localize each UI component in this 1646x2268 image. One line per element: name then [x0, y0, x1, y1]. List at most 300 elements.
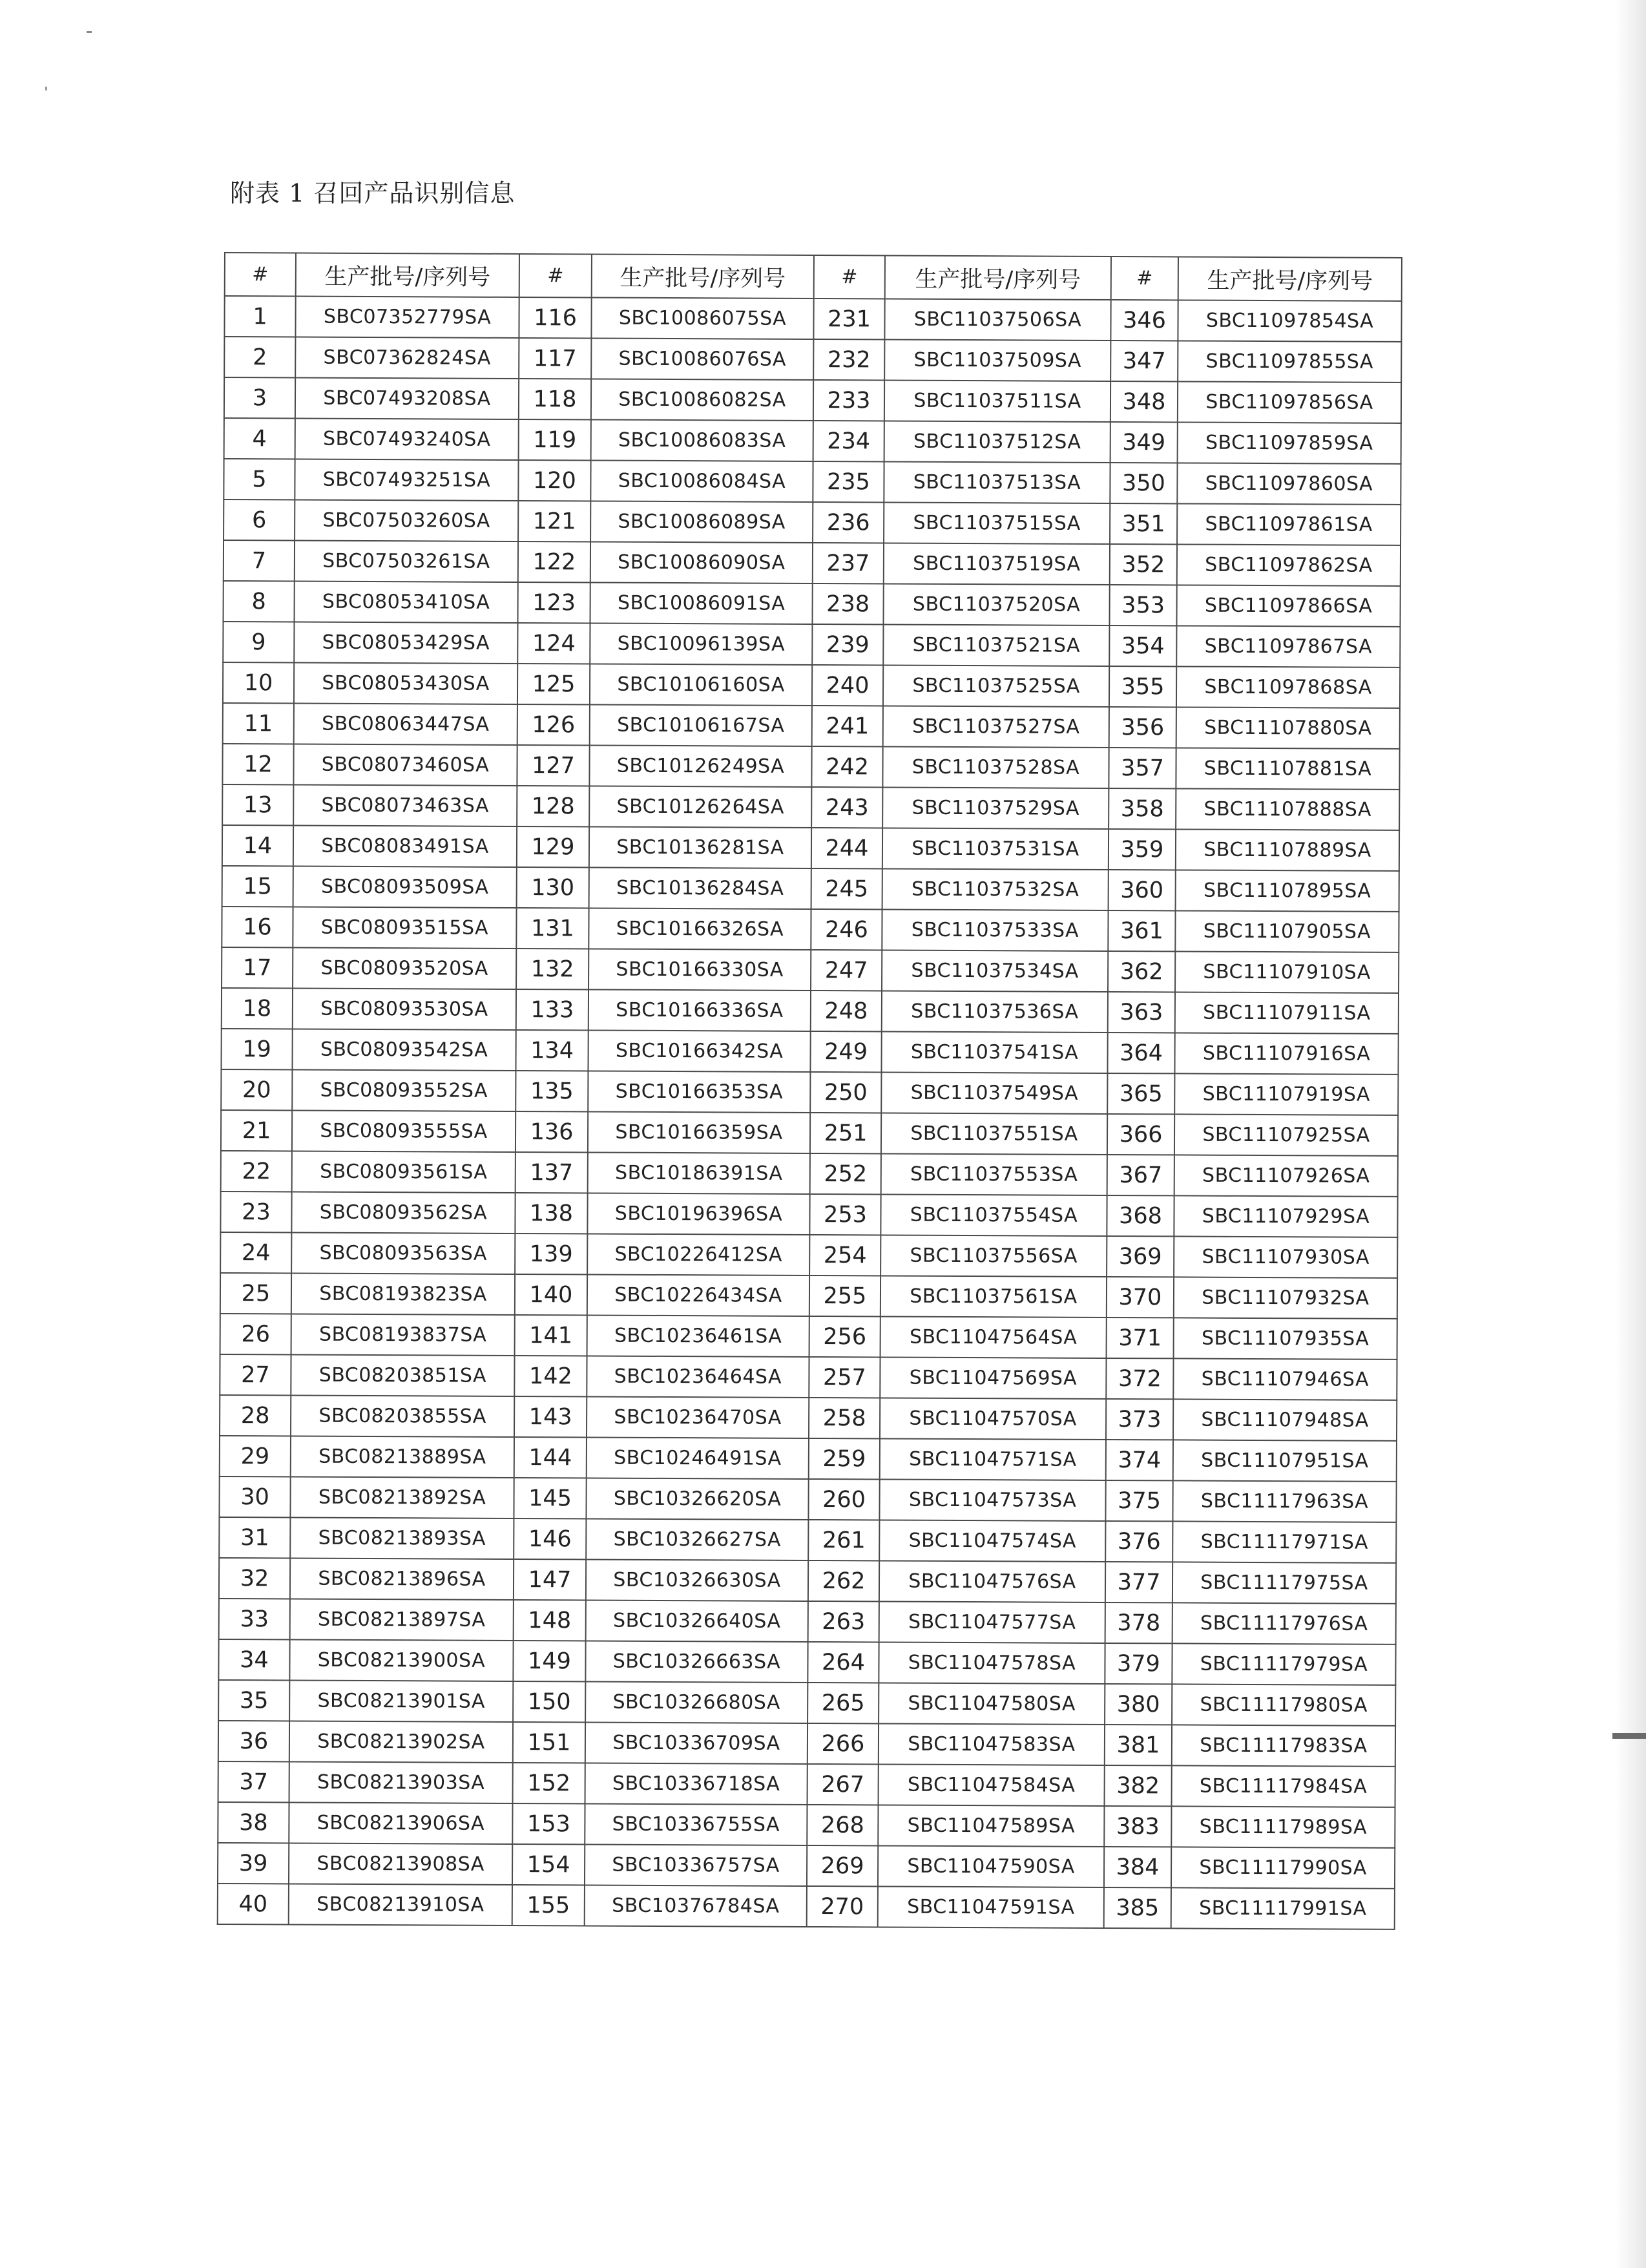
row-number-cell: 40	[218, 1884, 289, 1924]
batch-serial-cell: SBC11047573SA	[879, 1479, 1105, 1521]
batch-serial-cell: SBC10326680SA	[585, 1681, 807, 1723]
row-number-cell: 346	[1110, 300, 1178, 341]
batch-serial-cell: SBC11037512SA	[884, 421, 1110, 463]
batch-serial-cell: SBC10086090SA	[590, 541, 813, 583]
table-row	[224, 459, 1401, 505]
row-number-cell: 154	[512, 1844, 585, 1885]
batch-serial-cell: SBC08213901SA	[289, 1680, 513, 1722]
batch-serial-cell: SBC10166353SA	[588, 1071, 810, 1113]
row-number-cell: 3	[224, 377, 295, 418]
batch-serial-cell: SBC10326630SA	[586, 1559, 808, 1601]
table-header-row	[225, 253, 1402, 301]
batch-serial-cell: SBC10126249SA	[589, 745, 811, 787]
row-number-cell: 25	[220, 1273, 291, 1314]
batch-serial-cell: SBC10166330SA	[589, 949, 811, 991]
row-number-cell: 135	[516, 1071, 588, 1111]
row-number-cell: 4	[224, 418, 295, 459]
batch-serial-cell: SBC07503260SA	[295, 499, 518, 541]
row-number-cell: 378	[1105, 1602, 1172, 1643]
table-row	[222, 866, 1399, 912]
row-number-cell: 39	[218, 1843, 289, 1884]
table-row	[224, 581, 1401, 627]
row-number-cell: 7	[224, 540, 295, 581]
batch-serial-cell: SBC11037531SA	[882, 828, 1109, 870]
row-number-cell: 369	[1107, 1236, 1174, 1277]
batch-serial-cell: SBC08053429SA	[294, 622, 517, 664]
batch-serial-cell: SBC07493240SA	[295, 418, 519, 460]
table-row	[221, 1151, 1398, 1197]
row-number-cell: 153	[512, 1803, 585, 1844]
batch-serial-cell: SBC11107881SA	[1176, 748, 1399, 790]
row-number-cell: 33	[219, 1599, 290, 1639]
batch-serial-cell: SBC08193823SA	[291, 1273, 515, 1315]
batch-serial-cell: SBC11047584SA	[879, 1764, 1105, 1806]
row-number-cell: 360	[1109, 870, 1176, 910]
batch-serial-cell: SBC11107919SA	[1174, 1073, 1398, 1115]
row-number-cell: 358	[1109, 788, 1176, 829]
row-number-cell: 233	[813, 380, 884, 421]
row-number-cell: 248	[811, 991, 882, 1031]
batch-serial-cell: SBC11107951SA	[1173, 1440, 1397, 1482]
row-number-cell: 127	[517, 745, 589, 786]
row-number-cell: 140	[515, 1274, 587, 1315]
batch-serial-cell: SBC07503261SA	[295, 540, 518, 582]
batch-serial-cell: SBC11037536SA	[882, 991, 1108, 1033]
row-number-cell: 151	[513, 1722, 585, 1763]
row-number-cell: 377	[1105, 1562, 1172, 1602]
batch-serial-cell: SBC10326640SA	[586, 1600, 808, 1642]
batch-serial-cell: SBC10086084SA	[590, 460, 813, 502]
batch-serial-cell: SBC11117980SA	[1172, 1684, 1395, 1726]
row-number-cell: 365	[1107, 1073, 1174, 1114]
row-number-cell: 116	[519, 297, 591, 338]
row-number-cell: 8	[224, 581, 295, 622]
batch-serial-cell: SBC08093542SA	[292, 1029, 516, 1071]
row-number-cell: 259	[809, 1438, 880, 1479]
row-number-cell: 32	[219, 1558, 290, 1599]
batch-serial-cell: SBC10236464SA	[587, 1356, 809, 1398]
row-number-cell: 266	[807, 1723, 879, 1764]
row-number-cell: 12	[222, 744, 293, 784]
batch-serial-cell: SBC10226412SA	[587, 1234, 809, 1276]
batch-serial-cell: SBC10086083SA	[591, 419, 813, 461]
batch-serial-cell: SBC10336755SA	[585, 1803, 807, 1845]
batch-serial-cell: SBC08203851SA	[291, 1354, 514, 1396]
row-number-cell: 17	[222, 947, 293, 988]
row-number-cell: 232	[813, 339, 884, 380]
batch-serial-cell: SBC10196396SA	[587, 1193, 809, 1235]
batch-serial-cell: SBC11097859SA	[1178, 422, 1401, 464]
table-row	[222, 947, 1399, 993]
row-number-cell: 379	[1105, 1643, 1172, 1684]
batch-serial-cell: SBC10336757SA	[585, 1844, 807, 1886]
batch-serial-cell: SBC08213902SA	[289, 1721, 513, 1763]
column-header-number: #	[814, 255, 885, 299]
row-number-cell: 262	[808, 1560, 879, 1601]
batch-serial-cell: SBC08093561SA	[292, 1151, 516, 1193]
batch-serial-cell: SBC11037541SA	[881, 1031, 1107, 1073]
row-number-cell: 155	[512, 1885, 585, 1926]
batch-serial-cell: SBC11097860SA	[1177, 463, 1401, 505]
column-header-batch-serial: 生产批号/序列号	[592, 254, 814, 299]
table-row	[222, 907, 1399, 952]
row-number-cell: 148	[514, 1600, 586, 1641]
batch-serial-cell: SBC08193837SA	[291, 1314, 515, 1356]
row-number-cell: 363	[1108, 992, 1175, 1033]
batch-serial-cell: SBC11047571SA	[880, 1438, 1106, 1480]
row-number-cell: 251	[810, 1113, 881, 1153]
batch-serial-cell: SBC08093562SA	[291, 1192, 515, 1234]
row-number-cell: 256	[809, 1316, 880, 1357]
batch-serial-cell: SBC08093552SA	[292, 1069, 516, 1111]
batch-serial-cell: SBC11117984SA	[1172, 1765, 1395, 1807]
row-number-cell: 240	[812, 665, 883, 706]
column-header-number: #	[519, 254, 592, 297]
scan-edge-shadow	[1615, 0, 1646, 2268]
batch-serial-cell: SBC11037534SA	[882, 950, 1108, 992]
row-number-cell: 384	[1104, 1847, 1171, 1887]
batch-serial-cell: SBC08073463SA	[293, 784, 517, 826]
table-row	[219, 1599, 1396, 1644]
table-row	[220, 1273, 1397, 1319]
row-number-cell: 239	[812, 624, 883, 665]
table-row	[218, 1680, 1395, 1726]
row-number-cell: 147	[514, 1559, 586, 1600]
batch-serial-cell: SBC07352779SA	[295, 296, 519, 338]
row-number-cell: 142	[514, 1356, 587, 1396]
batch-serial-cell: SBC10186391SA	[588, 1152, 810, 1194]
row-number-cell: 362	[1108, 951, 1175, 992]
row-number-cell: 139	[515, 1234, 587, 1274]
batch-serial-cell: SBC10246491SA	[587, 1437, 809, 1479]
table-row	[220, 1354, 1397, 1400]
batch-serial-cell: SBC11037506SA	[884, 299, 1110, 341]
table-row	[218, 1721, 1395, 1767]
row-number-cell: 23	[220, 1192, 291, 1232]
batch-serial-cell: SBC11037527SA	[883, 706, 1109, 748]
table-row	[223, 703, 1400, 749]
batch-serial-cell: SBC11047569SA	[880, 1357, 1106, 1399]
batch-serial-cell: SBC08093555SA	[292, 1110, 516, 1152]
column-header-batch-serial: 生产批号/序列号	[885, 255, 1111, 300]
table-row	[218, 1639, 1395, 1685]
row-number-cell: 383	[1104, 1806, 1171, 1847]
row-number-cell: 30	[219, 1476, 290, 1517]
row-number-cell: 129	[517, 826, 589, 867]
row-number-cell: 359	[1109, 829, 1176, 870]
row-number-cell: 136	[516, 1111, 588, 1152]
table-row	[224, 377, 1401, 423]
batch-serial-cell: SBC07493251SA	[295, 459, 518, 501]
batch-serial-cell: SBC08213903SA	[289, 1761, 513, 1803]
row-number-cell: 126	[517, 704, 590, 745]
batch-serial-cell: SBC10166359SA	[588, 1111, 810, 1153]
row-number-cell: 231	[813, 299, 884, 339]
batch-serial-cell: SBC11097862SA	[1177, 544, 1401, 586]
row-number-cell: 236	[813, 502, 884, 543]
batch-serial-cell: SBC11097866SA	[1176, 585, 1400, 627]
batch-serial-cell: SBC08093509SA	[293, 866, 517, 908]
row-number-cell: 123	[517, 582, 590, 623]
batch-serial-cell: SBC08083491SA	[293, 825, 517, 867]
row-number-cell: 246	[811, 909, 882, 950]
batch-serial-cell: SBC08213889SA	[291, 1436, 514, 1478]
batch-serial-cell: SBC11037521SA	[883, 624, 1109, 666]
batch-serial-cell: SBC11107926SA	[1174, 1155, 1398, 1197]
row-number-cell: 372	[1106, 1358, 1173, 1399]
batch-serial-cell: SBC11047583SA	[879, 1723, 1105, 1765]
batch-serial-cell: SBC08203855SA	[291, 1395, 514, 1437]
batch-serial-cell: SBC08213900SA	[289, 1639, 513, 1681]
row-number-cell: 14	[222, 825, 293, 866]
table-row	[220, 1232, 1397, 1278]
row-number-cell: 355	[1109, 666, 1176, 707]
row-number-cell: 361	[1108, 910, 1175, 951]
row-number-cell: 370	[1107, 1277, 1174, 1318]
row-number-cell: 249	[810, 1031, 881, 1072]
row-number-cell: 357	[1109, 748, 1176, 788]
row-number-cell: 138	[515, 1193, 587, 1234]
row-number-cell: 356	[1109, 707, 1176, 748]
batch-serial-cell: SBC08053430SA	[294, 662, 517, 704]
batch-serial-cell: SBC11037529SA	[882, 787, 1109, 829]
table-row	[224, 337, 1401, 383]
row-number-cell: 11	[223, 703, 294, 744]
batch-serial-cell: SBC11037549SA	[881, 1072, 1107, 1114]
batch-serial-cell: SBC11047578SA	[879, 1642, 1105, 1684]
batch-serial-cell: SBC11037561SA	[880, 1276, 1107, 1318]
row-number-cell: 244	[811, 828, 882, 868]
table-row	[224, 418, 1401, 464]
batch-serial-cell: SBC11047591SA	[878, 1886, 1104, 1928]
table-row	[219, 1558, 1396, 1604]
batch-serial-cell: SBC10126264SA	[589, 786, 811, 828]
batch-serial-cell: SBC07493208SA	[295, 377, 519, 419]
batch-serial-cell: SBC11047580SA	[879, 1683, 1105, 1725]
table-row	[222, 744, 1399, 790]
row-number-cell: 131	[516, 908, 589, 949]
table-row	[222, 988, 1399, 1034]
row-number-cell: 28	[220, 1395, 291, 1436]
row-number-cell: 270	[807, 1886, 878, 1927]
batch-serial-cell: SBC10106160SA	[590, 664, 812, 706]
batch-serial-cell: SBC10136281SA	[589, 826, 811, 868]
batch-serial-cell: SBC11107905SA	[1175, 910, 1399, 952]
row-number-cell: 20	[221, 1069, 292, 1110]
batch-serial-cell: SBC11047590SA	[878, 1845, 1104, 1887]
batch-serial-cell: SBC11117971SA	[1172, 1521, 1396, 1563]
batch-serial-cell: SBC11097868SA	[1176, 666, 1400, 708]
batch-serial-cell: SBC11107888SA	[1176, 788, 1399, 830]
row-number-cell: 368	[1107, 1195, 1174, 1236]
row-number-cell: 351	[1110, 503, 1177, 544]
row-number-cell: 146	[514, 1518, 586, 1559]
batch-serial-cell: SBC11107948SA	[1173, 1399, 1397, 1441]
batch-serial-cell: SBC10166336SA	[589, 989, 811, 1031]
batch-serial-cell: SBC10326663SA	[585, 1641, 807, 1683]
table-body	[218, 296, 1402, 1929]
row-number-cell: 373	[1106, 1399, 1173, 1440]
row-number-cell: 371	[1107, 1318, 1174, 1358]
batch-serial-cell: SBC10376784SA	[585, 1885, 807, 1927]
row-number-cell: 22	[221, 1151, 292, 1192]
row-number-cell: 381	[1105, 1725, 1172, 1765]
row-number-cell: 352	[1110, 544, 1177, 585]
batch-serial-cell: SBC11117979SA	[1172, 1643, 1395, 1685]
batch-serial-cell: SBC10086089SA	[590, 501, 813, 543]
batch-serial-cell: SBC10136284SA	[589, 867, 811, 909]
column-header-number: #	[1111, 257, 1178, 300]
row-number-cell: 349	[1110, 422, 1178, 463]
row-number-cell: 152	[513, 1763, 585, 1803]
row-number-cell: 263	[808, 1601, 879, 1642]
row-number-cell: 31	[219, 1517, 290, 1558]
row-number-cell: 265	[807, 1683, 879, 1723]
row-number-cell: 374	[1106, 1440, 1173, 1480]
batch-serial-cell: SBC08213906SA	[289, 1802, 512, 1844]
row-number-cell: 149	[513, 1641, 585, 1681]
row-number-cell: 125	[517, 664, 590, 704]
batch-serial-cell: SBC10166326SA	[589, 908, 811, 950]
row-number-cell: 6	[224, 499, 295, 540]
batch-serial-cell: SBC11037533SA	[882, 909, 1108, 951]
table-row	[220, 1395, 1397, 1441]
row-number-cell: 267	[807, 1764, 879, 1805]
batch-serial-cell: SBC11107916SA	[1174, 1033, 1398, 1075]
batch-serial-cell: SBC11047564SA	[880, 1316, 1107, 1358]
table-row	[224, 540, 1401, 586]
row-number-cell: 252	[810, 1153, 881, 1194]
batch-serial-cell: SBC08213892SA	[290, 1476, 514, 1518]
table-row	[222, 825, 1399, 871]
row-number-cell: 141	[515, 1315, 587, 1356]
row-number-cell: 245	[811, 868, 882, 909]
batch-serial-cell: SBC11117983SA	[1172, 1725, 1395, 1767]
batch-serial-cell: SBC11047577SA	[879, 1601, 1105, 1643]
row-number-cell: 243	[811, 787, 882, 828]
row-number-cell: 1	[224, 296, 295, 337]
row-number-cell: 150	[513, 1681, 585, 1722]
table-row	[219, 1517, 1396, 1563]
column-header-batch-serial: 生产批号/序列号	[1178, 257, 1402, 301]
row-number-cell: 128	[517, 786, 589, 826]
batch-serial-cell: SBC11037520SA	[883, 583, 1109, 625]
batch-serial-cell: SBC11107929SA	[1174, 1195, 1397, 1237]
table-row	[218, 1802, 1395, 1848]
row-number-cell: 26	[220, 1314, 291, 1354]
table-row	[218, 1884, 1395, 1929]
row-number-cell: 5	[224, 459, 295, 499]
row-number-cell: 247	[811, 950, 882, 991]
scan-speck	[45, 87, 47, 90]
table-row	[220, 1314, 1397, 1360]
row-number-cell: 133	[516, 989, 589, 1030]
batch-serial-cell: SBC11097855SA	[1178, 341, 1401, 383]
batch-serial-cell: SBC11097854SA	[1178, 300, 1401, 342]
batch-serial-cell: SBC11107910SA	[1175, 951, 1399, 993]
batch-serial-cell: SBC11107932SA	[1174, 1277, 1397, 1319]
row-number-cell: 380	[1105, 1684, 1172, 1725]
table-row	[220, 1192, 1397, 1237]
scan-speck	[87, 31, 92, 33]
table-row	[218, 1761, 1395, 1807]
batch-serial-cell: SBC11047576SA	[879, 1560, 1105, 1602]
row-number-cell: 34	[218, 1639, 289, 1680]
row-number-cell: 241	[812, 706, 883, 746]
row-number-cell: 124	[517, 623, 590, 664]
batch-serial-cell: SBC11107880SA	[1176, 707, 1400, 749]
batch-serial-cell: SBC11107889SA	[1176, 829, 1399, 871]
batch-serial-cell: SBC10086075SA	[591, 297, 813, 339]
batch-serial-cell: SBC11117989SA	[1171, 1806, 1395, 1848]
row-number-cell: 9	[223, 622, 294, 662]
batch-serial-cell: SBC08093530SA	[293, 988, 516, 1030]
batch-serial-cell: SBC07362824SA	[295, 337, 519, 379]
row-number-cell: 253	[809, 1194, 880, 1235]
batch-serial-cell: SBC08093520SA	[293, 947, 516, 989]
row-number-cell: 264	[807, 1642, 879, 1683]
batch-serial-cell: SBC10336718SA	[585, 1763, 807, 1805]
row-number-cell: 353	[1109, 585, 1176, 625]
batch-serial-cell: SBC08213908SA	[289, 1843, 512, 1885]
row-number-cell: 19	[221, 1029, 292, 1069]
batch-serial-cell: SBC11117976SA	[1172, 1602, 1396, 1644]
table-row	[219, 1476, 1396, 1522]
batch-serial-cell: SBC11117991SA	[1171, 1887, 1395, 1929]
table-row	[224, 499, 1401, 545]
column-header-number: #	[225, 253, 296, 296]
row-number-cell: 238	[812, 583, 883, 624]
batch-serial-cell: SBC10096139SA	[590, 623, 812, 665]
row-number-cell: 144	[514, 1437, 587, 1478]
row-number-cell: 37	[218, 1761, 289, 1802]
batch-serial-cell: SBC08093515SA	[293, 907, 516, 949]
row-number-cell: 145	[514, 1478, 586, 1518]
row-number-cell: 132	[516, 949, 589, 989]
batch-serial-cell: SBC10226434SA	[587, 1274, 809, 1316]
batch-serial-cell: SBC11097861SA	[1177, 503, 1401, 545]
row-number-cell: 382	[1105, 1765, 1172, 1806]
row-number-cell: 38	[218, 1802, 289, 1843]
row-number-cell: 122	[518, 541, 590, 582]
row-number-cell: 250	[810, 1072, 881, 1113]
batch-serial-cell: SBC10236470SA	[587, 1396, 809, 1438]
batch-serial-cell: SBC11037513SA	[884, 461, 1110, 503]
table-row	[223, 622, 1400, 667]
row-number-cell: 10	[223, 662, 294, 703]
row-number-cell: 260	[808, 1479, 879, 1520]
batch-serial-cell: SBC08213910SA	[289, 1884, 512, 1926]
batch-serial-cell: SBC11107925SA	[1174, 1114, 1398, 1156]
row-number-cell: 354	[1109, 625, 1176, 666]
row-number-cell: 235	[813, 461, 884, 502]
batch-serial-cell: SBC10106167SA	[590, 704, 812, 746]
table-row	[220, 1436, 1397, 1482]
batch-serial-cell: SBC11097867SA	[1176, 625, 1400, 667]
batch-serial-cell: SBC11037554SA	[880, 1194, 1107, 1236]
row-number-cell: 268	[807, 1805, 878, 1845]
batch-serial-cell: SBC10086082SA	[591, 379, 813, 421]
row-number-cell: 13	[222, 784, 293, 825]
row-number-cell: 24	[220, 1232, 291, 1273]
batch-serial-cell: SBC10086091SA	[590, 582, 812, 624]
batch-serial-cell: SBC11107895SA	[1176, 870, 1399, 912]
table-row	[222, 784, 1399, 830]
batch-serial-cell: SBC10326620SA	[586, 1478, 808, 1520]
batch-serial-cell: SBC11047589SA	[878, 1805, 1104, 1847]
row-number-cell: 36	[218, 1721, 289, 1761]
table-row	[221, 1069, 1398, 1115]
